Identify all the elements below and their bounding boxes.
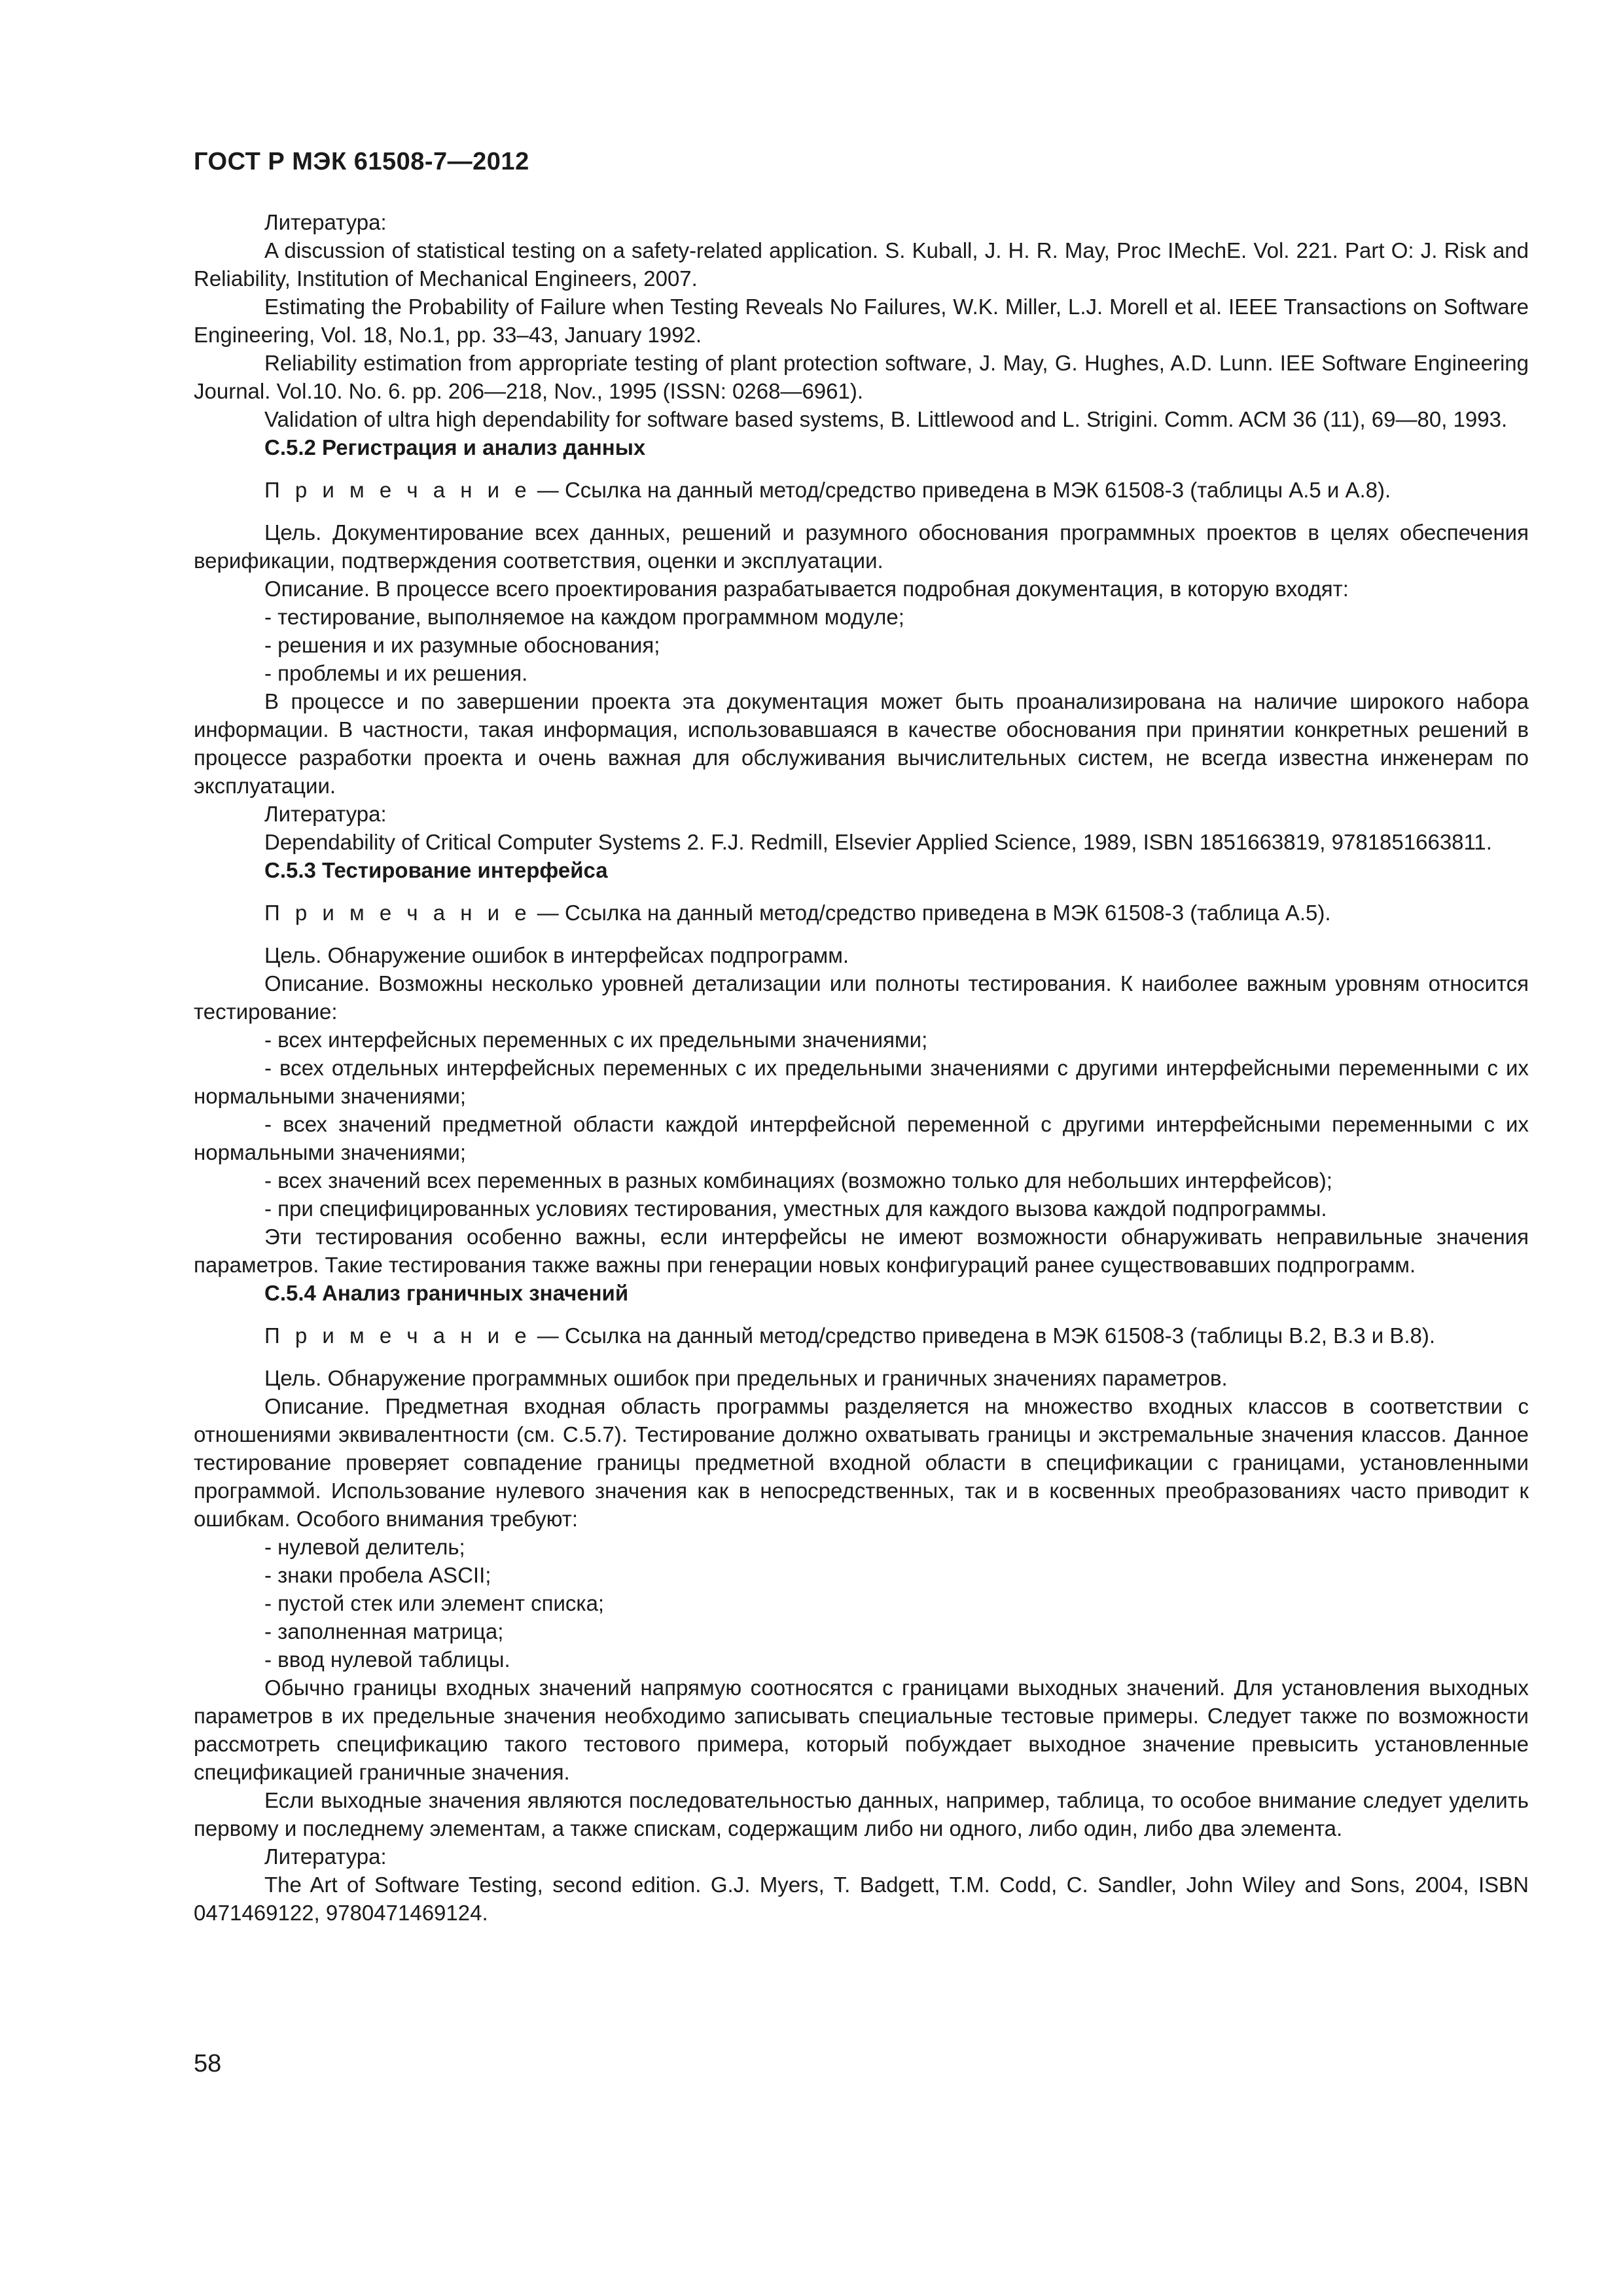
list-item: - при специфицированных условиях тестирования, уместных для каждого вызова каждой подпрограммы.: [264, 1196, 1327, 1221]
note-text: — Ссылка на данный метод/средство приведена в МЭК 61508-3 (таблица А.5).: [531, 901, 1331, 925]
description-c53: Описание. Возможны несколько уровней детализации или полноты тестирования. К наиболее важным уровням относится тестирование:: [194, 971, 1529, 1024]
goal-c52: Цель. Документирование всех данных, решений и разумного обоснования программных проектов в целях обеспечения верификации, подтверждения соответствия, оценки и эксплуатации.: [194, 520, 1529, 573]
note-c52: [194, 476, 1529, 504]
reference-c52: Dependability of Critical Computer Systems 2. F.J. Redmill, Elsevier Applied Science, 1989, ISBN 1851663819, 9781851663811.: [264, 830, 1492, 854]
list-item: - всех отдельных интерфейсных переменных с их предельными значениями с другими интерфейсными переменными с их нормальными значениями;: [194, 1056, 1529, 1108]
list-item: - тестирование, выполняемое на каждом программном модуле;: [264, 605, 904, 629]
list-item: - всех значений предметной области каждой интерфейсной переменной с другими интерфейсными переменными с их нормальными значениями;: [194, 1112, 1529, 1164]
description-c54: Описание. Предметная входная область программы разделяется на множество входных классов в соответствии с отношениями эквивалентности (см. С.5.7). Тестирование должно охватывать границы и экстремальные значения классов. Данное тестирование проверяет совпадение границы предметной входной области в спецификации с границами, установленными программой. Использование нулевого значения как в непосредственных, так и в косвенных преобразованиях часто приводит к ошибкам. Особого внимания требуют:: [194, 1394, 1529, 1531]
reference-3: Reliability estimation from appropriate testing of plant protection software, J. May, G. Hughes, A.D. Lunn. IEE Software Engineering Journal. Vol.10. No. 6. pp. 206—218, Nov., 1995 (ISSN: 0268—6961).: [194, 351, 1529, 403]
literature-label: Литература:: [264, 802, 387, 826]
note-text: — Ссылка на данный метод/средство приведена в МЭК 61508-3 (таблицы В.2, В.3 и В.8).: [531, 1323, 1436, 1348]
description-c52: Описание. В процессе всего проектирования разрабатывается подробная документация, в которую входят:: [264, 577, 1349, 601]
list-item: - решения и их разумные обоснования;: [264, 633, 660, 657]
list-item: - ввод нулевой таблицы.: [264, 1647, 510, 1672]
reference-4: Validation of ultra high dependability for software based systems, B. Littlewood and L. Strigini. Comm. ACM 36 (11), 69—80, 1993.: [264, 407, 1508, 431]
note-label: П р и м е ч а н и е: [264, 901, 531, 925]
section-heading-c54: C.5.4 Анализ граничных значений: [264, 1281, 629, 1305]
literature-label: Литература:: [264, 210, 387, 234]
list-item: - всех значений всех переменных в разных комбинациях (возможно только для небольших интерфейсов);: [264, 1168, 1332, 1193]
goal-c53: Цель. Обнаружение ошибок в интерфейсах подпрограмм.: [264, 943, 849, 967]
standard-header: ГОСТ Р МЭК 61508-7—2012: [194, 148, 529, 175]
literature-label: Литература:: [264, 1844, 387, 1869]
section-heading-c52: C.5.2 Регистрация и анализ данных: [264, 435, 646, 459]
page-number: 58: [194, 2050, 222, 2077]
list-item: - всех интерфейсных переменных с их предельными значениями;: [264, 1028, 928, 1052]
note-text: — Ссылка на данный метод/средство приведена в МЭК 61508-3 (таблицы А.5 и А.8).: [531, 478, 1391, 502]
list-item: - знаки пробела ASCII;: [264, 1563, 491, 1587]
note-label: П р и м е ч а н и е: [264, 1323, 531, 1348]
reference-c54: The Art of Software Testing, second edition. G.J. Myers, T. Badgett, T.M. Codd, C. Sandler, John Wiley and Sons, 2004, ISBN 0471469122, 9780471469124.: [194, 1873, 1529, 1925]
note-c54: [194, 1321, 1529, 1350]
list-item: - нулевой делитель;: [264, 1535, 465, 1559]
paragraph-c53-after: Эти тестирования особенно важны, если интерфейсы не имеют возможности обнаруживать неправильные значения параметров. Такие тестирования также важны при генерации новых конфигураций ранее существовавших подпрограмм.: [194, 1225, 1529, 1277]
paragraph-c54-after-1: Обычно границы входных значений напрямую соотносятся с границами выходных значений. Для установления выходных параметров в их предельные значения необходимо записывать специальные тестовые примеры. Следует также по возможности рассмотреть спецификацию такого тестового примера, который побуждает выходное значение превысить установленные спецификацией граничные значения.: [194, 1676, 1529, 1784]
paragraph-c52-after: В процессе и по завершении проекта эта документация может быть проанализирована на наличие широкого набора информации. В частности, такая информация, использовавшаяся в качестве обоснования при принятии конкретных решений в процессе разработки проекта и очень важная для обслуживания вычислительных систем, не всегда известна инженерам по эксплуатации.: [194, 689, 1529, 798]
document-body: [194, 208, 1529, 1927]
reference-2: Estimating the Probability of Failure when Testing Reveals No Failures, W.K. Miller, L.J. Morell et al. IEEE Transactions on Software Engineering, Vol. 18, No.1, pp. 33–43, January 1992.: [194, 295, 1529, 347]
list-item: - заполненная матрица;: [264, 1619, 504, 1643]
section-heading-c53: C.5.3 Тестирование интерфейса: [264, 858, 608, 882]
goal-c54: Цель. Обнаружение программных ошибок при предельных и граничных значениях параметров.: [264, 1366, 1228, 1390]
list-item: - проблемы и их решения.: [264, 661, 528, 685]
reference-1: A discussion of statistical testing on a safety-related application. S. Kuball, J. H. R. May, Proc IMechE. Vol. 221. Part O: J. Risk and Reliability, Institution of Mechanical Engineers, 2007.: [194, 238, 1529, 291]
paragraph-c54-after-2: Если выходные значения являются последовательностью данных, например, таблица, то особое внимание следует уделить первому и последнему элементам, а также спискам, содержащим либо ни одного, либо один, либо два элемента.: [194, 1788, 1529, 1840]
note-label: П р и м е ч а н и е: [264, 478, 531, 502]
list-item: - пустой стек или элемент списка;: [264, 1591, 605, 1615]
note-c53: [194, 899, 1529, 927]
